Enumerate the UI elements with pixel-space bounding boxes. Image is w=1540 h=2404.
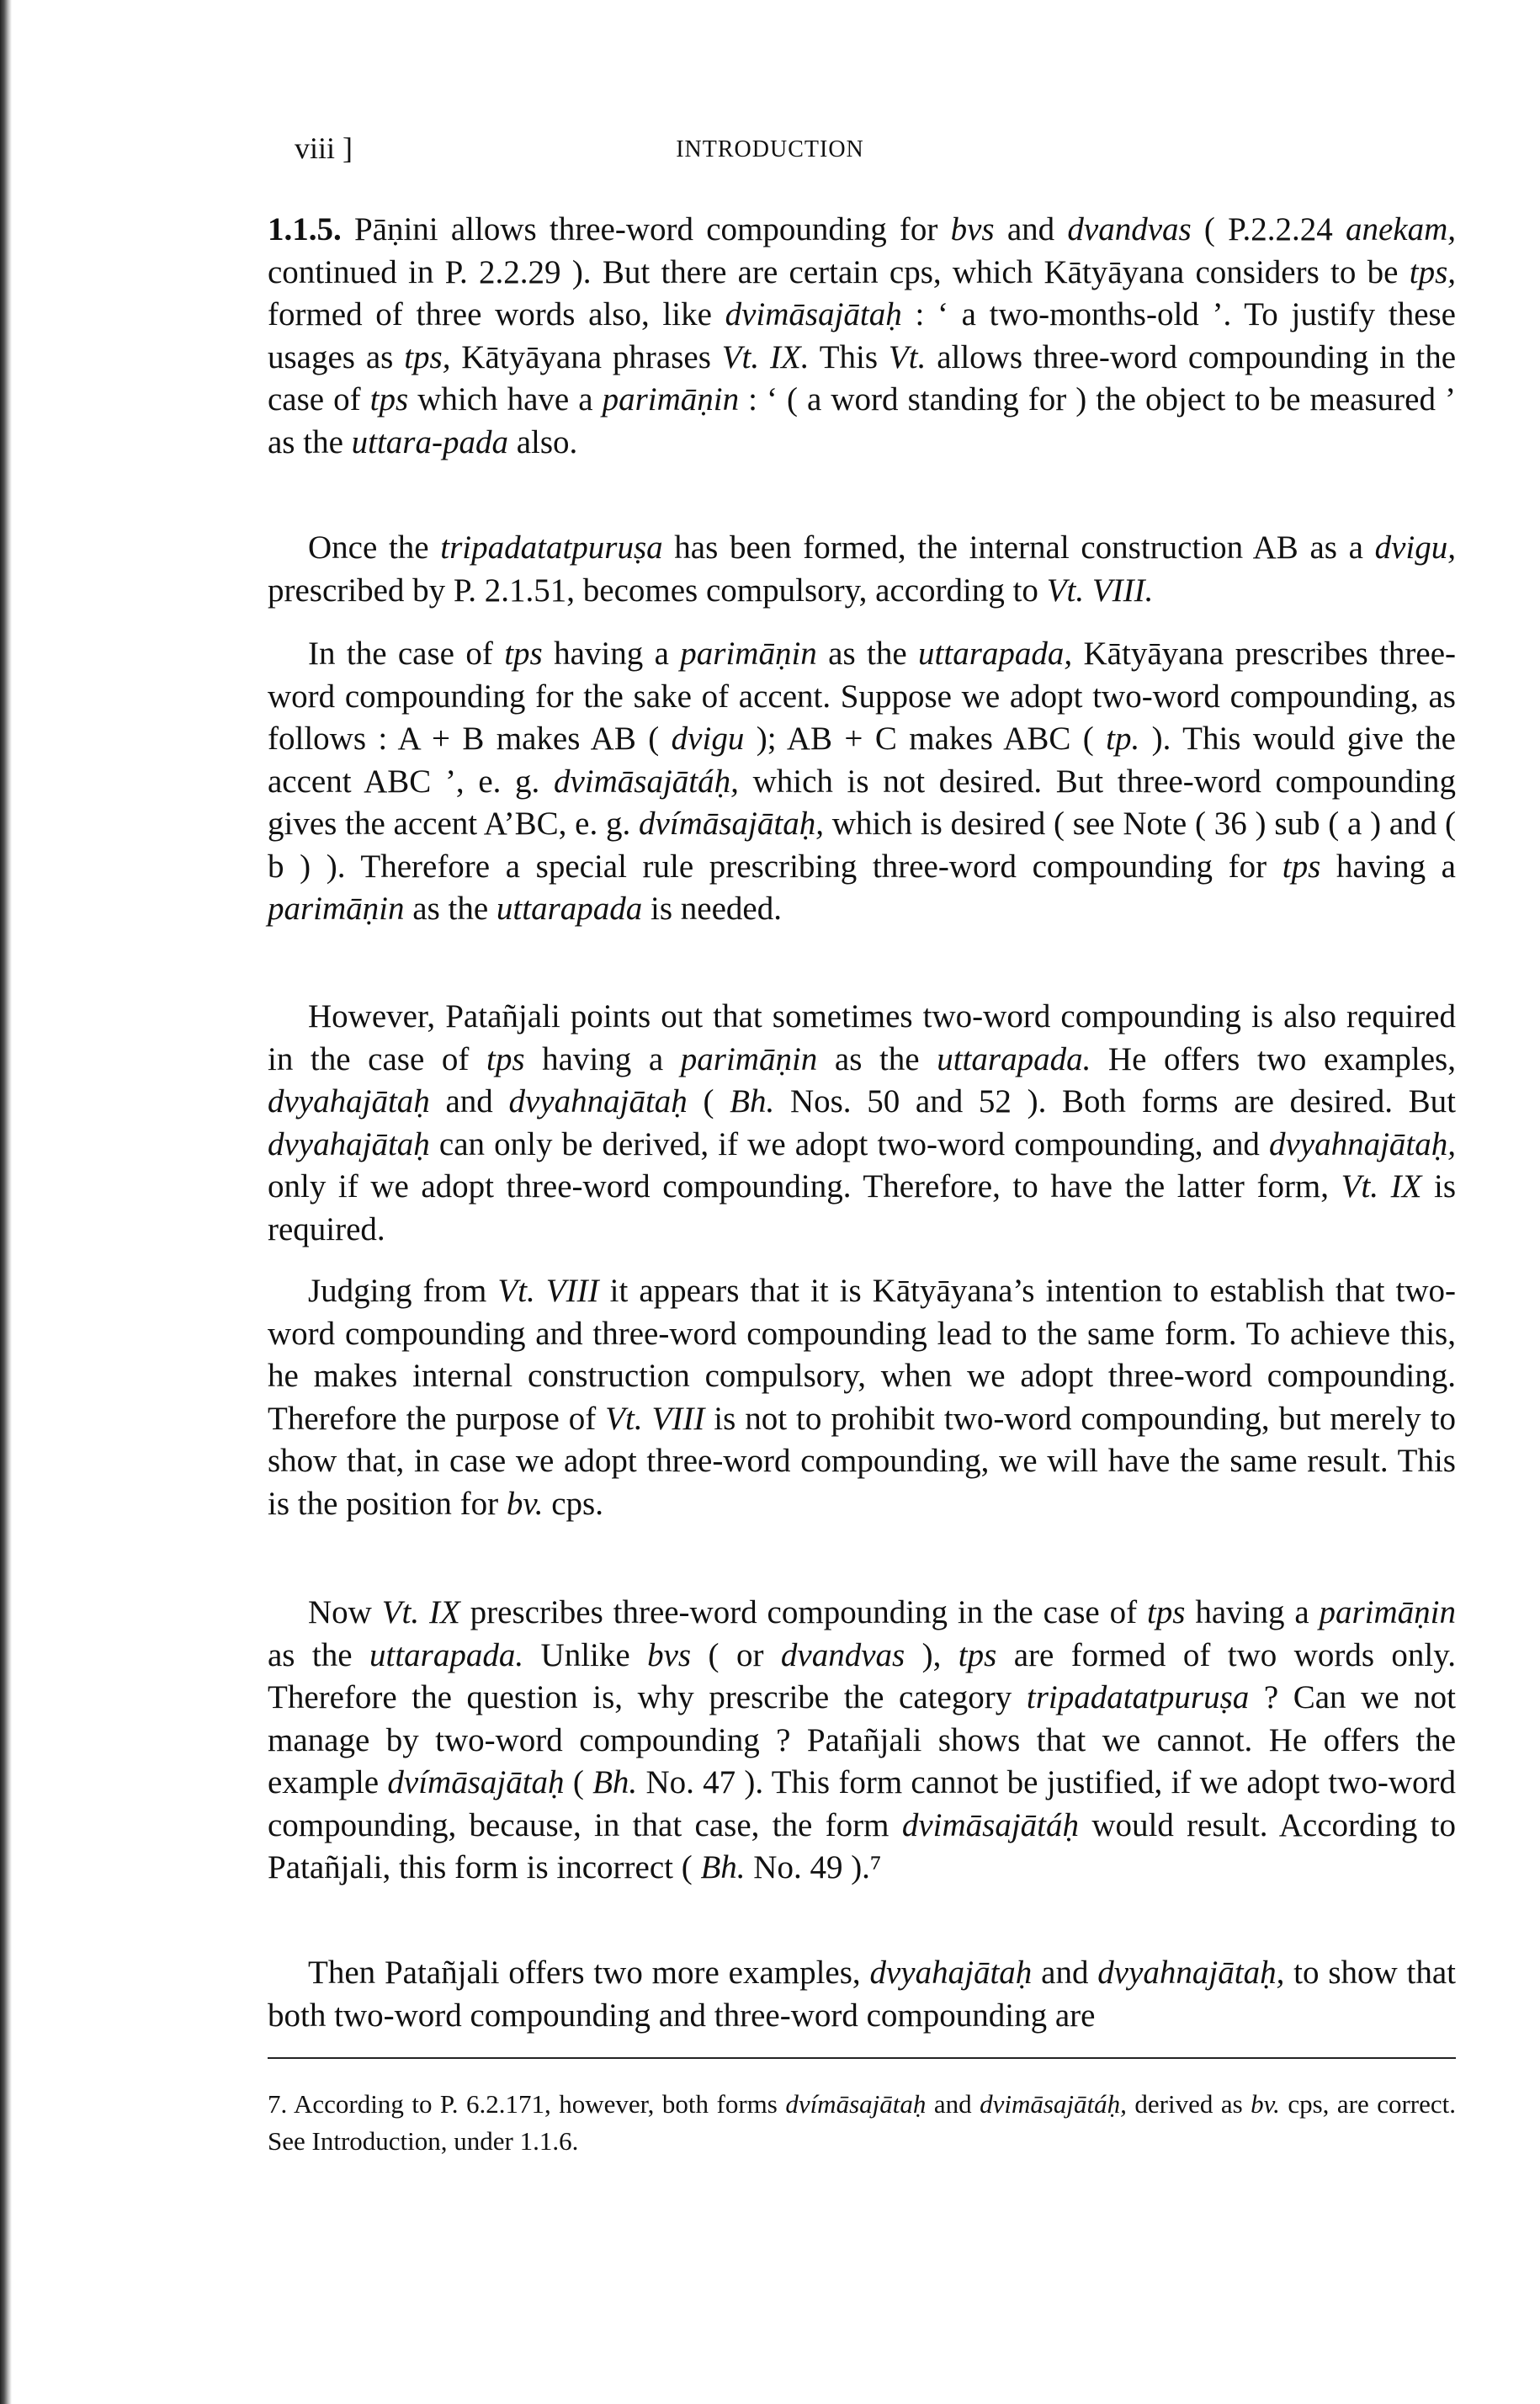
italic-term: tps bbox=[1282, 848, 1321, 885]
paragraph-more-examples bbox=[268, 1952, 1456, 2037]
italic-term: dvímāsajātaḥ, bbox=[639, 806, 824, 842]
text-run: which have a bbox=[408, 381, 603, 418]
text-run: is required. bbox=[268, 1168, 1456, 1247]
text-run: prescribed by P. 2.1.51, becomes compulsory, according to bbox=[268, 572, 1047, 609]
italic-term: Bh. bbox=[730, 1083, 775, 1120]
text-run: ? Can we not manage by two-word compounding ? Patañjali shows that we cannot. He offers the example bbox=[268, 1679, 1456, 1800]
text-run: ( bbox=[687, 1083, 730, 1120]
italic-term: Bh. bbox=[592, 1764, 638, 1800]
text-run: : ‘ a two-months-old ’. To justify these usages as bbox=[268, 296, 1456, 375]
text-run: No. 49 ).⁷ bbox=[745, 1849, 882, 1885]
paragraph-1-1-5 bbox=[268, 209, 1456, 464]
italic-term: Vt. VIII bbox=[605, 1400, 705, 1437]
italic-term: Vt. IX bbox=[1341, 1168, 1422, 1205]
text-run: which is not desired. But three-word compounding gives the accent A’BC, e. g. bbox=[268, 763, 1456, 842]
italic-term: tps, bbox=[404, 338, 451, 375]
italic-term: tripadatatpuruṣa bbox=[1026, 1679, 1250, 1715]
text-run: is needed. bbox=[642, 891, 782, 927]
footnote-rule bbox=[268, 2057, 1456, 2059]
text-run: having a bbox=[1320, 848, 1456, 885]
text-run: Once the bbox=[308, 529, 441, 566]
text-run: prescribes three-word compounding in the case of bbox=[459, 1594, 1147, 1630]
running-head: INTRODUCTION bbox=[676, 136, 864, 162]
text-run: cps. bbox=[543, 1485, 603, 1522]
text-run: can only be derived, if we adopt two-word compounding, and bbox=[429, 1125, 1269, 1162]
text-run: Pāṇini allows three-word compounding for bbox=[341, 211, 951, 247]
text-run: having a bbox=[542, 636, 681, 672]
section-number: 1.1.5. bbox=[268, 211, 342, 247]
text-run: and bbox=[1032, 1955, 1098, 1991]
text-run: as the bbox=[268, 1636, 369, 1673]
text-run: has been formed, the internal construction AB as a bbox=[662, 529, 1375, 566]
text-run: ), bbox=[905, 1636, 959, 1673]
text-run: ( P.2.2.24 bbox=[1191, 211, 1346, 247]
text-run: which is desired ( see Note ( 36 ) sub ( a ) and ( b ) ). Therefore a special rule prescribing three-word compounding for bbox=[268, 806, 1456, 885]
paragraph-vt-viii bbox=[268, 1270, 1456, 1525]
italic-term: dvimāsajātáḥ bbox=[901, 1806, 1079, 1843]
italic-term: bv. bbox=[506, 1485, 544, 1522]
italic-term: tps bbox=[486, 1040, 525, 1077]
text-run: to show that both two-word compounding and three-word compounding are bbox=[268, 1955, 1456, 2034]
italic-term: tps, bbox=[1409, 253, 1456, 290]
text-run: ( bbox=[564, 1764, 593, 1800]
text-run: having a bbox=[1185, 1594, 1320, 1630]
text-run: having a bbox=[524, 1040, 681, 1077]
italic-term: tps bbox=[1146, 1594, 1186, 1630]
text-run: Unlike bbox=[523, 1636, 648, 1673]
text-run: it appears that it is Kātyāyana’s intention to establish that two-word compounding and three-word compounding lead to the same form. To achieve this, he makes internal construction compulsory, when we adopt three-word compounding. Therefore the purpose of bbox=[268, 1273, 1456, 1437]
scan-edge-shadow bbox=[0, 0, 12, 2404]
italic-term: bvs bbox=[950, 211, 995, 247]
text-run: However, Patañjali points out that sometimes two-word compounding is also required in the case of bbox=[268, 998, 1456, 1077]
italic-term: anekam, bbox=[1345, 211, 1457, 247]
text-run: as the bbox=[817, 1040, 937, 1077]
italic-term: dvyahajātaḥ bbox=[268, 1083, 430, 1120]
italic-term: dvigu, bbox=[1374, 529, 1456, 566]
text-run: : ‘ ( a word standing for ) the object to be measured ’ as the bbox=[268, 381, 1456, 460]
text-run: He offers two examples, bbox=[1091, 1040, 1456, 1077]
italic-term: dvyahajātaḥ bbox=[869, 1955, 1033, 1991]
paragraph-accent bbox=[268, 633, 1456, 931]
italic-term: parimāṇin bbox=[268, 891, 405, 927]
text-run: formed of three words also, like bbox=[268, 296, 725, 332]
text-run: ). This would give the accent ABC ’, e. g. bbox=[268, 721, 1456, 800]
italic-term: Vt. bbox=[888, 338, 927, 375]
italic-term: dvandvas bbox=[1067, 211, 1192, 247]
italic-term: uttarapada bbox=[496, 891, 643, 927]
text-run: also. bbox=[507, 423, 578, 460]
text-run: Nos. 50 and 52 ). Both forms are desired. But bbox=[774, 1083, 1456, 1120]
text-run: are formed of two words only. Therefore the question is, why prescribe the category bbox=[268, 1636, 1456, 1715]
italic-term: uttarapada, bbox=[918, 636, 1073, 672]
italic-term: Bh. bbox=[700, 1849, 746, 1885]
italic-term: uttara-pada bbox=[351, 423, 508, 460]
italic-term: tps bbox=[369, 381, 409, 418]
text-run: Judging from bbox=[308, 1273, 498, 1309]
italic-term: dvyahajātaḥ bbox=[268, 1125, 430, 1162]
italic-term: parimāṇin bbox=[680, 1040, 818, 1077]
text-run: allows three-word compounding in the case of bbox=[268, 338, 1457, 418]
text-run: would result. According to Patañjali, this form is incorrect ( bbox=[268, 1806, 1456, 1885]
italic-term: dvyahnajātaḥ, bbox=[1268, 1125, 1456, 1162]
italic-term: dvimāsajātáḥ, bbox=[980, 2089, 1127, 2119]
text-run: derived as bbox=[1126, 2089, 1251, 2119]
italic-term: Vt. IX. bbox=[721, 338, 810, 375]
text-run: No. 47 ). This form cannot be justified, if we adopt two-word compounding, because, in that case, the form bbox=[268, 1764, 1456, 1843]
italic-term: tps bbox=[504, 636, 543, 672]
italic-term: parimāṇin bbox=[602, 381, 740, 418]
text-run: as the bbox=[404, 891, 497, 927]
italic-term: bvs bbox=[647, 1636, 692, 1673]
paragraph-tripadatatpurusa bbox=[268, 527, 1456, 612]
italic-term: uttarapada. bbox=[937, 1040, 1091, 1077]
italic-term: bv. bbox=[1251, 2089, 1280, 2119]
italic-term: dvigu bbox=[671, 721, 745, 757]
italic-term: parimāṇin bbox=[680, 636, 817, 672]
text-run: This bbox=[809, 338, 889, 375]
text-run: ); AB + C makes ABC ( bbox=[744, 721, 1107, 757]
text-run: and bbox=[429, 1083, 509, 1120]
text-run: Then Patañjali offers two more examples, bbox=[308, 1955, 870, 1991]
text-run: and bbox=[926, 2089, 980, 2119]
italic-term: dvandvas bbox=[780, 1636, 905, 1673]
text-run: is not to prohibit two-word compounding, but merely to show that, in case we adopt three-word compounding, we will have the same result. This is the position for bbox=[268, 1400, 1456, 1522]
italic-term: tps bbox=[958, 1636, 997, 1673]
italic-term: dvyahnajātaḥ, bbox=[1097, 1955, 1285, 1991]
text-run: cps, are correct. See Introduction, under 1.1.6. bbox=[268, 2089, 1456, 2156]
italic-term: tripadatatpuruṣa bbox=[440, 529, 663, 566]
italic-term: dvyahnajātaḥ bbox=[508, 1083, 688, 1120]
text-run: ( or bbox=[691, 1636, 781, 1673]
page-number: viii ] bbox=[295, 131, 353, 165]
text-run: Kātyāyana prescribes three-word compounding for the sake of accent. Suppose we adopt two-word compounding, as follows : A + B makes AB ( bbox=[268, 636, 1457, 757]
text-run: only if we adopt three-word compounding. Therefore, to have the latter form, bbox=[268, 1168, 1341, 1205]
text-run: continued in P. 2.2.29 ). But there are certain cps, which Kātyāyana considers to be bbox=[268, 253, 1410, 290]
text-run: Kātyāyana phrases bbox=[450, 338, 722, 375]
italic-term: tp. bbox=[1106, 721, 1140, 757]
italic-term: Vt. VIII. bbox=[1046, 572, 1154, 609]
italic-term: dvimāsajātaḥ bbox=[725, 296, 902, 332]
text-run: 7. According to P. 6.2.171, however, both forms bbox=[268, 2089, 786, 2119]
text-run: as the bbox=[816, 636, 919, 672]
paragraph-patanjali-examples bbox=[268, 996, 1456, 1251]
paragraph-vt-ix bbox=[268, 1592, 1456, 1890]
italic-term: uttarapada. bbox=[369, 1636, 524, 1673]
text-run: In the case of bbox=[308, 636, 505, 672]
footnote-7 bbox=[268, 2086, 1456, 2160]
text-run: and bbox=[994, 211, 1068, 247]
italic-term: dvímāsajātaḥ bbox=[785, 2089, 927, 2119]
italic-term: dvímāsajātaḥ bbox=[387, 1764, 565, 1800]
italic-term: Vt. VIII bbox=[497, 1273, 599, 1309]
italic-term: parimāṇin bbox=[1319, 1594, 1457, 1630]
text-run: Now bbox=[308, 1594, 382, 1630]
italic-term: dvimāsajātáḥ, bbox=[553, 763, 739, 800]
italic-term: Vt. IX bbox=[381, 1594, 460, 1630]
